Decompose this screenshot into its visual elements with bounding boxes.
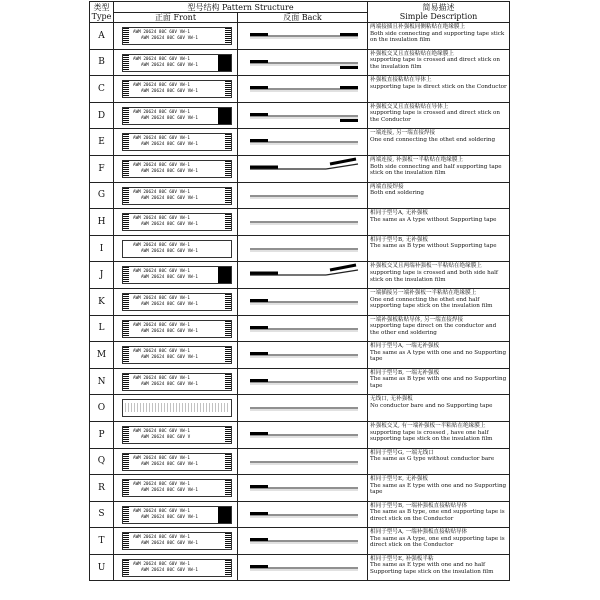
left-contact-pins: [123, 134, 129, 150]
type-row: [90, 288, 510, 315]
cable-marking-line-2: AWM 20624 80C 60V VW-1: [141, 222, 198, 228]
ffc-front-drawing: [122, 160, 232, 178]
ffc-side-view: [238, 183, 368, 209]
front-pattern: [114, 49, 238, 76]
ffc-front-drawing: [122, 54, 232, 72]
ffc-side-view: [238, 156, 368, 182]
simple-description: [368, 554, 510, 581]
header-desc-cn: 简易描述: [422, 3, 455, 12]
front-pattern: [114, 475, 238, 502]
description-cn: 相同于型号B, 一端无补强板: [370, 369, 440, 376]
cable-marking-line-1: AWM 20624 80C 60V VW-1: [133, 136, 190, 142]
right-supporting-tape: [330, 159, 356, 164]
simple-description: [368, 182, 510, 209]
type-row: [90, 528, 510, 555]
left-contact-pins: [123, 294, 129, 310]
description-cn: 一端连接, 另一端直接焊接: [370, 130, 436, 137]
right-contact-pins: [225, 480, 231, 496]
header-type-cn: 类型: [93, 3, 110, 12]
ffc-side-view: [238, 369, 368, 395]
header-type: [90, 2, 114, 23]
ffc-front-drawing: [122, 107, 232, 125]
type-row: [90, 475, 510, 502]
left-supporting-tape: [250, 485, 268, 488]
type-row: [90, 342, 510, 369]
description-cn: 相同于型号B, 无补强板: [370, 236, 429, 243]
cable-marking-line-1: AWM 20624 80C 60V VW-1: [133, 535, 190, 541]
ffc-side-view: [238, 76, 368, 102]
front-pattern: [114, 288, 238, 315]
front-pattern: [114, 76, 238, 103]
ffc-front-drawing: [122, 532, 232, 550]
description-en: supporting tape is crossed and direct stick on the Conductor: [370, 110, 500, 123]
left-contact-pins: [123, 347, 129, 363]
ffc-front-drawing: [122, 479, 232, 497]
type-code: P: [90, 421, 114, 448]
right-supporting-tape: [340, 119, 358, 122]
simple-description: [368, 421, 510, 448]
header-pattern-structure: 型号结构 Pattern Structure: [114, 2, 368, 13]
cable-marking-line-2: AWM 20624 80C 60V VW-1: [141, 275, 198, 281]
front-pattern: [114, 102, 238, 129]
cable-marking-line-1: AWM 20624 80C 60V VW-1: [133, 508, 190, 514]
left-supporting-tape: [250, 299, 268, 302]
right-contact-pins: [225, 294, 231, 310]
back-pattern: [238, 288, 368, 315]
header-description: [368, 2, 510, 23]
description-cn: 补强板交叉, 有一端补强板一半粘贴在绝缘膜上: [370, 422, 486, 429]
cable-marking-line-1: AWM 20624 80C 60V VW-1: [133, 455, 190, 461]
back-pattern: [238, 554, 368, 581]
description-en: One end connecting the othet end half supporting tape stick on the insulation film: [370, 296, 493, 310]
type-code: O: [90, 395, 114, 422]
left-contact-pins: [123, 427, 129, 443]
simple-description: [368, 262, 510, 289]
cable-marking-line-2: AWM 20624 80C 60V VW-1: [141, 36, 198, 41]
description-cn: 相同于型号E, 无补强板: [370, 476, 428, 483]
description-cn: 补强板交叉且直接粘贴在导体上: [370, 103, 449, 110]
front-pattern: [114, 129, 238, 156]
back-pattern: [238, 368, 368, 395]
ffc-front-drawing: [122, 240, 232, 258]
simple-description: [368, 129, 510, 156]
back-pattern: [238, 49, 368, 76]
front-pattern: [114, 368, 238, 395]
type-code: Q: [90, 448, 114, 475]
ffc-front-drawing: [122, 559, 232, 577]
cable-marking-line-1: AWM 20624 80C 60V VW-1: [133, 482, 190, 488]
ffc-side-view: [238, 342, 368, 368]
type-row: [90, 209, 510, 236]
description-cn: 补强板直接粘贴在导体上: [370, 77, 432, 84]
type-code: D: [90, 102, 114, 129]
cable-marking-line-1: AWM 20624 80C 60V VW-1: [133, 375, 190, 381]
left-supporting-tape: [250, 86, 268, 89]
right-contact-pins: [225, 134, 231, 150]
type-code: S: [90, 501, 114, 528]
front-pattern: [114, 182, 238, 209]
back-pattern: [238, 129, 368, 156]
front-pattern: [114, 209, 238, 236]
right-contact-pins: [225, 533, 231, 549]
cable-marking-line-1: AWM 20624 80C 60V VW-1: [133, 216, 190, 222]
description-cn: 相同于型号A, 一端补强板直接粘贴导体: [370, 529, 468, 536]
description-en: The same as E type with one and no Supporting tape: [370, 482, 507, 496]
description-en: The same as G type without conductor bare: [370, 456, 495, 463]
ffc-side-view: [238, 502, 368, 528]
cable-marking-line-2: AWM 20624 80C 60V VW-1: [141, 89, 198, 95]
ffc-side-view: [238, 289, 368, 315]
right-contact-pins: [225, 560, 231, 576]
description-en: The same as A type without Supporting tape: [370, 216, 497, 223]
right-supporting-tape: [340, 33, 358, 36]
front-pattern: [114, 501, 238, 528]
cable-marking-line-1: AWM 20624 80C 60V VW-1: [133, 242, 190, 248]
simple-description: [368, 23, 510, 50]
cable-marking-line-2: AWM 20624 80C 60V VW-1: [141, 195, 198, 201]
left-contact-pins: [123, 454, 129, 470]
right-contact-pins: [225, 81, 231, 97]
simple-description: [368, 209, 510, 236]
type-row: [90, 315, 510, 342]
left-contact-pins: [123, 321, 129, 337]
cable-marking-line-1: AWM 20624 80C 60V VW-1: [133, 162, 190, 168]
stiffener-block: [218, 55, 231, 71]
simple-description: [368, 475, 510, 502]
right-contact-pins: [225, 454, 231, 470]
description-cn: 两端连接, 补强板一半粘贴在绝缘膜上: [370, 156, 464, 163]
description-cn: 两端直接焊接: [370, 183, 404, 190]
stiffener-block: [218, 267, 231, 283]
description-cn: 一端插接另一端补强板一半粘贴在绝缘膜上: [370, 289, 477, 296]
front-pattern: [114, 554, 238, 581]
right-contact-pins: [225, 214, 231, 230]
stiffener-block: [218, 108, 231, 124]
simple-description: [368, 315, 510, 342]
ffc-side-view: [238, 316, 368, 342]
description-cn: 补强板交叉且两端补强板一半粘贴在绝缘膜上: [370, 263, 482, 270]
type-code: R: [90, 475, 114, 502]
left-supporting-tape: [250, 565, 268, 568]
cable-marking-line-1: AWM 20624 80C 60V VW-1: [133, 322, 190, 328]
simple-description: [368, 155, 510, 182]
description-cn: 相同于型号A, 一端无补强板: [370, 343, 440, 350]
type-code: U: [90, 554, 114, 581]
back-pattern: [238, 102, 368, 129]
right-contact-pins: [225, 321, 231, 337]
cable-marking-line-1: AWM 20624 80C 60V VW-1: [133, 56, 190, 62]
cable-marking-line-1: AWM 20624 80C 60V VW-1: [133, 295, 190, 301]
conductor-dots: [125, 403, 229, 412]
left-supporting-tape: [250, 379, 268, 382]
back-pattern: [238, 76, 368, 103]
ffc-side-view: [238, 422, 368, 448]
ffc-side-view: [238, 262, 368, 288]
type-code: H: [90, 209, 114, 236]
ffc-front-drawing: [122, 320, 232, 338]
back-pattern: [238, 209, 368, 236]
ffc-side-view: [238, 50, 368, 76]
back-pattern: [238, 315, 368, 342]
type-row: [90, 368, 510, 395]
front-pattern: [114, 262, 238, 289]
type-row: [90, 76, 510, 103]
left-supporting-tape: [250, 538, 268, 541]
cable-marking-line-2: AWM 20624 80C 60V VW-1: [141, 381, 198, 387]
back-pattern: [238, 262, 368, 289]
type-row: [90, 182, 510, 209]
ffc-front-drawing: [122, 293, 232, 311]
cable-marking-line-2: AWM 20624 80C 60V VW-1: [141, 115, 198, 121]
left-supporting-tape: [250, 139, 268, 142]
description-en: The same as B type, one end supporting tape is direct stick on the Conductor: [370, 509, 505, 522]
ffc-side-view: [238, 395, 368, 421]
left-supporting-tape: [250, 432, 268, 435]
simple-description: [368, 368, 510, 395]
left-supporting-tape: [250, 326, 268, 329]
header-desc-en: Simple Description: [399, 12, 478, 21]
header-type-en: Type: [91, 12, 112, 21]
right-contact-pins: [225, 28, 231, 44]
left-supporting-tape: [250, 512, 268, 515]
description-cn: 补强板交叉且直接粘贴在绝缘膜上: [370, 50, 454, 57]
type-row: [90, 395, 510, 422]
right-contact-pins: [225, 347, 231, 363]
description-cn: 一端补强板粘贴导体, 另一端直接焊接: [370, 316, 464, 323]
ffc-side-view: [238, 555, 368, 581]
description-en: supporting tape is crossed and both side half stick on the insulation film: [370, 269, 498, 283]
right-supporting-tape: [340, 66, 358, 69]
description-en: No conductor bare and no Supporting tape: [370, 402, 493, 409]
ffc-front-drawing: [122, 266, 232, 284]
ffc-type-table: [89, 1, 510, 581]
type-code: B: [90, 49, 114, 76]
description-en: supporting tape direct on the conductor and the other end soldering: [370, 323, 497, 336]
cable-marking-line-2: AWM 20624 80C 60V VW-1: [141, 567, 198, 573]
left-supporting-tape: [250, 113, 268, 116]
ffc-side-view: [238, 209, 368, 235]
header-front: 正面 Front: [114, 13, 238, 23]
description-cn: 相同于型号B, 一端补强板直接粘贴导体: [370, 502, 468, 509]
cable-marking-line-1: AWM 20624 80C 60V VW-1: [133, 269, 190, 275]
left-contact-pins: [123, 188, 129, 204]
type-row: [90, 421, 510, 448]
right-contact-pins: [225, 374, 231, 390]
type-row: [90, 262, 510, 289]
simple-description: [368, 102, 510, 129]
cable-marking-line-1: AWM 20624 80C 60V VW-1: [133, 349, 190, 355]
front-pattern: [114, 155, 238, 182]
description-en: Both side connecting and supporting tape stick on the insulation film: [370, 30, 505, 44]
type-code: A: [90, 23, 114, 50]
left-contact-pins: [123, 267, 129, 283]
back-pattern: [238, 235, 368, 262]
simple-description: [368, 501, 510, 528]
left-contact-pins: [123, 533, 129, 549]
ffc-front-drawing: [122, 506, 232, 524]
description-en: supporting tape is crossed and direct stick on the insulation film: [370, 57, 500, 70]
right-contact-pins: [225, 427, 231, 443]
ffc-front-drawing: [122, 80, 232, 98]
type-row: [90, 129, 510, 156]
left-contact-pins: [123, 560, 129, 576]
type-code: E: [90, 129, 114, 156]
left-contact-pins: [123, 108, 129, 124]
ffc-front-drawing: [122, 426, 232, 444]
type-code: F: [90, 155, 114, 182]
left-contact-pins: [123, 374, 129, 390]
left-contact-pins: [123, 161, 129, 177]
left-supporting-tape: [250, 352, 268, 355]
ffc-front-drawing: [122, 399, 232, 417]
back-pattern: [238, 395, 368, 422]
ffc-side-view: [238, 528, 368, 554]
ffc-front-drawing: [122, 133, 232, 151]
cable-marking-line-1: AWM 20624 80C 60V VW-1: [133, 189, 190, 195]
cable-marking-line-2: AWM 20624 80C 60V VW-1: [141, 328, 198, 334]
description-cn: 相同于型号G, 一端无线口: [370, 449, 434, 456]
description-cn: 相同于型号A, 无补强板: [370, 210, 428, 217]
description-en: The same as A type, one end supporting tape is direct stick on the Conductor: [370, 535, 505, 549]
description-cn: 相同于型号E, 补强板半粘: [370, 555, 434, 562]
back-pattern: [238, 155, 368, 182]
description-cn: 无线口, 无补强板: [370, 396, 413, 403]
cable-marking-line-2: AWM 20624 80C 60V VW-1: [141, 62, 198, 68]
back-pattern: [238, 528, 368, 555]
ffc-front-drawing: [122, 453, 232, 471]
front-pattern: [114, 235, 238, 262]
description-en: One end connecting the othet end soldering: [370, 136, 496, 143]
cable-marking-line-2: AWM 20624 80C 60V V: [141, 434, 191, 440]
right-contact-pins: [225, 188, 231, 204]
type-row: [90, 501, 510, 528]
left-contact-pins: [123, 28, 129, 44]
ffc-side-view: [238, 449, 368, 475]
front-pattern: [114, 315, 238, 342]
left-contact-pins: [123, 214, 129, 230]
simple-description: [368, 448, 510, 475]
front-pattern: [114, 23, 238, 50]
cable-marking-line-2: AWM 20624 80C 60V VW-1: [141, 488, 198, 494]
ffc-front-drawing: [122, 213, 232, 231]
type-code: N: [90, 368, 114, 395]
front-pattern: [114, 395, 238, 422]
type-code: M: [90, 342, 114, 369]
simple-description: [368, 528, 510, 555]
cable-marking-line-1: AWM 20624 80C 60V VW-1: [133, 109, 190, 115]
left-supporting-tape: [250, 60, 268, 63]
description-en: The same as A type with one and no Supporting tape: [370, 349, 507, 363]
type-code: C: [90, 76, 114, 103]
type-row: [90, 102, 510, 129]
cable-marking-line-2: AWM 20624 80C 60V VW-1: [141, 301, 198, 307]
type-code: J: [90, 262, 114, 289]
cable-marking-line-2: AWM 20624 80C 60V VW-1: [141, 248, 198, 254]
type-code: G: [90, 182, 114, 209]
ffc-side-view: [238, 103, 368, 129]
type-row: [90, 554, 510, 581]
back-pattern: [238, 421, 368, 448]
right-contact-pins: [225, 161, 231, 177]
left-contact-pins: [123, 507, 129, 523]
back-pattern: [238, 501, 368, 528]
type-row: [90, 155, 510, 182]
ffc-side-view: [238, 236, 368, 262]
cable-marking-line-2: AWM 20624 80C 60V VW-1: [141, 168, 198, 174]
ffc-side-view: [238, 475, 368, 501]
description-en: Both side connecting and half supporting tape stick on the insulation film: [370, 163, 502, 177]
simple-description: [368, 395, 510, 422]
ffc-front-drawing: [122, 27, 232, 45]
left-supporting-tape: [250, 33, 268, 36]
type-row: [90, 235, 510, 262]
simple-description: [368, 49, 510, 76]
ffc-side-view: [238, 129, 368, 155]
cable-marking-line-1: AWM 20624 80C 60V VW-1: [133, 30, 190, 35]
front-pattern: [114, 448, 238, 475]
back-pattern: [238, 475, 368, 502]
cable-marking-line-2: AWM 20624 80C 60V VW-1: [141, 514, 198, 520]
type-code: L: [90, 315, 114, 342]
cable-marking-line-2: AWM 20624 80C 60V VW-1: [141, 355, 198, 361]
back-pattern: [238, 182, 368, 209]
type-row: [90, 23, 510, 50]
ffc-front-drawing: [122, 373, 232, 391]
left-contact-pins: [123, 81, 129, 97]
back-pattern: [238, 342, 368, 369]
description-en: supporting tape is crossed , have one half supporting tape stick on the insulation film: [370, 429, 493, 443]
type-code: I: [90, 235, 114, 262]
cable-marking-line-1: AWM 20624 80C 60V VW-1: [133, 561, 190, 567]
back-pattern: [238, 448, 368, 475]
description-en: The same as B type without Supporting tape: [370, 243, 497, 250]
ffc-front-drawing: [122, 187, 232, 205]
simple-description: [368, 76, 510, 103]
front-pattern: [114, 421, 238, 448]
description-en: Both end soldering: [370, 190, 424, 197]
description-en: The same as E type with one and no half Supporting tape stick on the insulation film: [370, 562, 494, 576]
front-pattern: [114, 528, 238, 555]
right-supporting-tape: [330, 265, 356, 270]
back-pattern: [238, 23, 368, 50]
ffc-side-view: [238, 23, 368, 49]
type-code: K: [90, 288, 114, 315]
simple-description: [368, 342, 510, 369]
front-pattern: [114, 342, 238, 369]
left-contact-pins: [123, 480, 129, 496]
simple-description: [368, 288, 510, 315]
right-supporting-tape: [340, 86, 358, 89]
simple-description: [368, 235, 510, 262]
type-code: T: [90, 528, 114, 555]
type-row: [90, 448, 510, 475]
cable-marking-line-1: AWM 20624 80C 60V VW-1: [133, 83, 190, 89]
description-cn: 两端接插且补强板同侧粘贴在绝缘膜上: [370, 24, 466, 30]
ffc-front-drawing: [122, 346, 232, 364]
header-back: 反面 Back: [238, 13, 368, 23]
cable-marking-line-2: AWM 20624 80C 60V VW-1: [141, 142, 198, 148]
description-en: The same as B type with one and no Supporting tape: [370, 376, 507, 389]
stiffener-block: [218, 507, 231, 523]
left-contact-pins: [123, 55, 129, 71]
cable-marking-line-2: AWM 20624 80C 60V VW-1: [141, 461, 198, 467]
cable-marking-line-1: AWM 20624 80C 60V VW-1: [133, 428, 190, 434]
cable-marking-line-2: AWM 20624 80C 60V VW-1: [141, 541, 198, 547]
type-row: [90, 49, 510, 76]
description-en: supporting tape is direct stick on the Conductor: [370, 83, 507, 90]
